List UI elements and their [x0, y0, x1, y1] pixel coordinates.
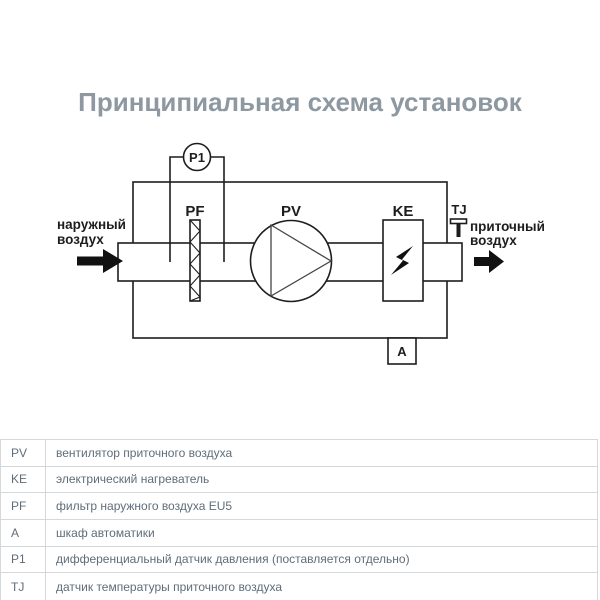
inlet-air-label-line1: наружный: [57, 217, 126, 232]
legend-row: [1, 547, 597, 574]
legend-code: KE: [1, 467, 46, 493]
legend-row: [1, 493, 597, 520]
pf-filter-symbol: [190, 220, 200, 301]
supply-fan-symbol: [251, 221, 332, 302]
legend-row: [1, 440, 597, 467]
legend-code: A: [1, 520, 46, 546]
legend-table: [0, 439, 598, 600]
legend-row: [1, 467, 597, 494]
tj-label: TJ: [451, 202, 467, 217]
ke-heater-symbol: [383, 220, 423, 301]
p1-sensor-symbol: [184, 144, 211, 171]
inlet-arrow-icon: [77, 249, 123, 273]
inlet-air-label-line2: воздух: [57, 232, 104, 247]
legend-description: дифференциальный датчик давления (поставляется отдельно): [56, 552, 410, 567]
legend-description: датчик температуры приточного воздуха: [56, 579, 282, 594]
outlet-air-label-line1: приточный: [470, 219, 545, 234]
legend-code: P1: [1, 547, 46, 573]
legend-code: PV: [1, 440, 46, 466]
schematic-diagram: [0, 135, 600, 385]
legend-description: шкаф автоматики: [56, 525, 155, 540]
tj-sensor-symbol: [451, 219, 467, 237]
page-title: Принципиальная схема установок: [78, 87, 522, 117]
legend-description: фильтр наружного воздуха EU5: [56, 499, 233, 514]
legend-row: [1, 573, 597, 600]
pf-label: PF: [185, 203, 205, 220]
legend-description: электрический нагреватель: [56, 472, 210, 487]
legend-code: PF: [1, 493, 46, 519]
legend-row: [1, 520, 597, 547]
outlet-air-label-line2: воздух: [470, 233, 517, 248]
legend-code: TJ: [1, 573, 46, 600]
automation-box-symbol: [388, 338, 416, 364]
ke-label: KE: [392, 203, 414, 220]
outlet-arrow-icon: [474, 250, 504, 273]
a-label: A: [397, 344, 407, 359]
pv-label: PV: [280, 203, 302, 220]
legend-description: вентилятор приточного воздуха: [56, 445, 233, 460]
p1-label: P1: [189, 150, 205, 165]
